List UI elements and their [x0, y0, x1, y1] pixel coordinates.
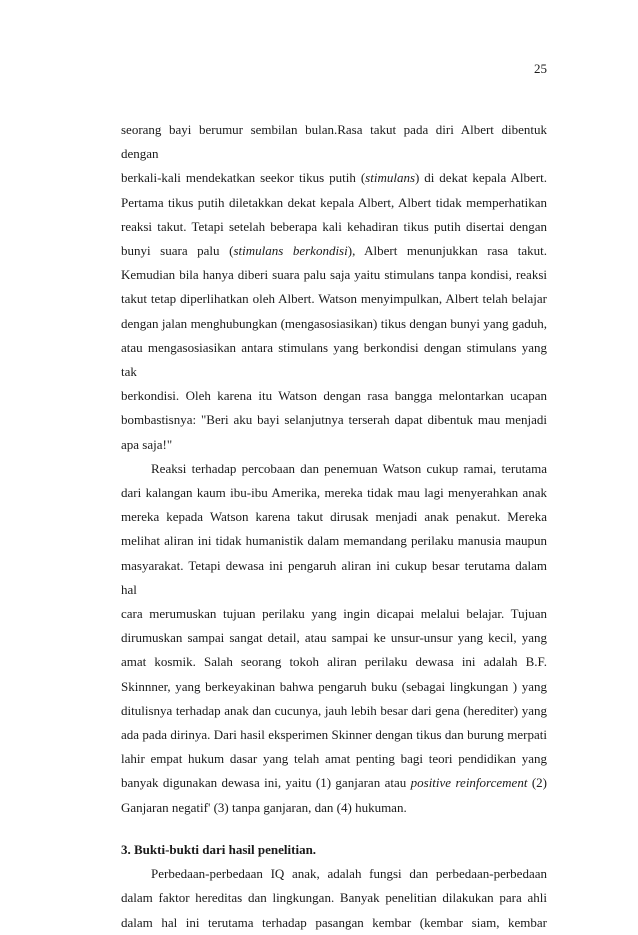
text-line: masyarakat. Tetapi dewasa ini pengaruh aliran ini cukup besar terutama dalam hal — [121, 557, 547, 597]
text-line: ditulisnya terhadap anak dan cucunya, jauh lebih besar dari gena (herediter) yang — [121, 702, 547, 718]
text-line: bunyi suara palu (stimulans berkondisi), Albert menunjukkan rasa takut. — [121, 243, 547, 259]
page-number: 25 — [534, 61, 547, 76]
text-line: Perbedaan-perbedaan IQ anak, adalah fungsi dan perbedaan-perbedaan — [151, 866, 547, 882]
text-line: cara merumuskan tujuan perilaku yang ingin dicapai melalui belajar. Tujuan — [121, 606, 547, 622]
text-line: Ganjaran negatif' (3) tanpa ganjaran, dan (4) hukuman. — [121, 799, 407, 815]
paragraph-albert-experiment — [121, 118, 547, 457]
italic-term: stimulans — [365, 170, 415, 186]
paragraph-watson-reaction — [121, 457, 547, 820]
text-line: dari kalangan kaum ibu-ibu Amerika, mereka tidak mau lagi menyerahkan anak — [121, 485, 547, 501]
text-line: takut tetap diperlihatkan oleh Albert. Watson menyimpulkan, Albert telah belajar — [121, 291, 547, 307]
page-body — [121, 118, 547, 935]
text-line: melihat aliran ini tidak humanistik dalam memandang perilaku manusia maupun — [121, 533, 547, 549]
text-line: berkondisi. Oleh karena itu Watson dengan rasa bangga melontarkan ucapan — [121, 388, 547, 404]
italic-term: positive reinforcement — [410, 775, 528, 791]
text-line: lahir empat hukum dasar yang telah amat penting bagi teori pendidikan yang — [121, 751, 547, 767]
text-line: mereka kepada Watson karena takut dirusak menjadi anak penakut. Mereka — [121, 509, 547, 525]
text-line: bombastisnya: "Beri aku bayi selanjutnya terserah dapat dibentuk mau menjadi — [121, 412, 547, 428]
text-line: seorang bayi berumur sembilan bulan.Rasa takut pada diri Albert dibentuk dengan — [121, 122, 547, 162]
text-line: banyak digunakan dewasa ini, yaitu (1) ganjaran atau positive reinforcement (2) — [121, 775, 547, 791]
text-line: amat kosmik. Salah seorang tokoh aliran perilaku dewasa ini adalah B.F. — [121, 654, 547, 670]
text-line: dengan jalan menghubungkan (mengasosiasikan) tikus dengan bunyi yang gaduh, — [121, 315, 547, 331]
text-line: dalam faktor hereditas dan lingkungan. Banyak penelitian dilakukan para ahli — [121, 890, 547, 906]
italic-term: stimulans berkondisi — [233, 243, 348, 259]
section-heading: 3. Bukti-bukti dari hasil penelitian. — [121, 841, 317, 857]
text-line: Kemudian bila hanya diberi suara palu saja yaitu stimulans tanpa kondisi, reaksi — [121, 267, 547, 283]
text-line: dirumuskan sampai sangat detail, atau sampai ke unsur-unsur yang kecil, yang — [121, 630, 547, 646]
text-line: Reaksi terhadap percobaan dan penemuan Watson cukup ramai, terutama — [151, 460, 547, 476]
text-line: apa saja!" — [121, 436, 173, 452]
text-line: berkali-kali mendekatkan seekor tikus putih (stimulans) di dekat kepala Albert. — [121, 170, 547, 186]
text-line: dalam hal ini terutama terhadap pasangan kembar (kembar siam, kembar — [121, 914, 547, 930]
text-line: atau mengasosiasikan antara stimulans yang berkondisi dengan stimulans yang tak — [121, 339, 547, 380]
text-line: reaksi takut. Tetapi setelah beberapa kali kehadiran tikus putih disertai dengan — [121, 218, 547, 234]
text-line: Skinnner, yang berkeyakinan bahwa pengaruh buku (sebagai lingkungan ) yang — [121, 678, 547, 694]
text-line: ada pada dirinya. Dari hasil eksperimen Skinner dengan tikus dan burung merpati — [121, 727, 547, 743]
text-line: Pertama tikus putih diletakkan dekat kepala Albert, Albert tidak memperhatikan — [121, 194, 547, 210]
paragraph-research-evidence — [121, 862, 547, 935]
